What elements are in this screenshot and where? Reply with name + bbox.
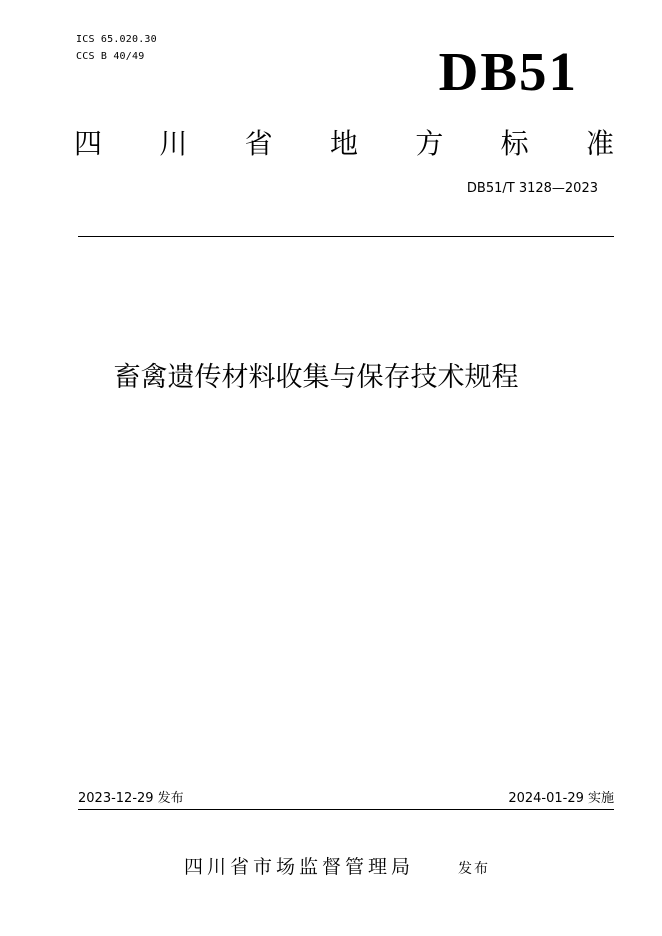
header-divider (78, 236, 614, 237)
standard-type-char: 地 (329, 127, 358, 160)
standard-type-char: 川 (159, 127, 188, 160)
standard-type-char: 准 (585, 127, 614, 160)
issuing-authority: 四川省市场监督管理局 (184, 856, 415, 878)
standard-type-heading (74, 126, 614, 162)
standard-number: DB51/T 3128—2023 (466, 181, 598, 196)
standard-type-char: 省 (244, 127, 273, 160)
standard-type-char: 四 (74, 127, 103, 160)
standard-logo: DB51 (438, 41, 578, 102)
standard-type-char: 标 (500, 127, 529, 160)
ccs-code: CCS B 40/49 (76, 51, 145, 62)
issuer-action: 发布 (458, 861, 490, 877)
standard-type-char: 方 (415, 127, 444, 160)
implementation-date: 2024-01-29 实施 (508, 791, 614, 806)
issue-date: 2023-12-29 发布 (78, 791, 184, 806)
footer-divider (78, 809, 614, 810)
document-title: 畜禽遗传材料收集与保存技术规程 (113, 362, 519, 393)
ics-code: ICS 65.020.30 (76, 34, 157, 45)
classification-codes (76, 31, 157, 65)
